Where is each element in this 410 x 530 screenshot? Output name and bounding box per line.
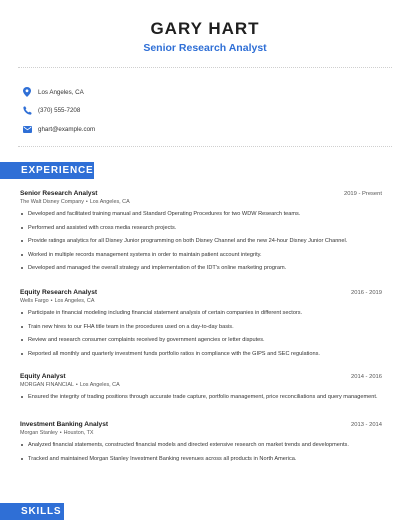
divider bbox=[18, 67, 392, 68]
job-bullets bbox=[20, 210, 382, 272]
list-item: Worked in multiple records management systems in order to maintain patient account integrity. bbox=[20, 251, 382, 259]
job-entry bbox=[20, 421, 382, 468]
job-title: Equity Analyst bbox=[20, 373, 66, 380]
job-company: Morgan Stanley bbox=[20, 430, 58, 436]
resume-header bbox=[0, 0, 410, 55]
section-skills-heading: SKILLS bbox=[0, 503, 64, 520]
list-item: Review and research consumer complaints received by government agencies or letter disputes. bbox=[20, 336, 382, 344]
job-bullets bbox=[20, 309, 382, 358]
list-item: Analyzed financial statements, constructed financial models and directed extensive research on market trends and developments. bbox=[20, 441, 382, 449]
job-company-line: Wells Fargo • Los Angeles, CA bbox=[20, 298, 95, 304]
job-location: Los Angeles, CA bbox=[89, 199, 130, 205]
job-bullets bbox=[20, 441, 382, 463]
job-location: Houston, TX bbox=[63, 430, 94, 436]
list-item: Participate in financial modeling including financial statement analysis of certain companies in different sectors. bbox=[20, 309, 382, 317]
job-dates: 2016 - 2019 bbox=[351, 290, 382, 296]
map-pin-icon bbox=[22, 87, 32, 97]
job-company: The Walt Disney Company bbox=[20, 199, 84, 205]
list-item: Tracked and maintained Morgan Stanley Investment Banking revenues across all products in North America. bbox=[20, 455, 382, 463]
list-item: Developed and managed the overall strategy and implementation of the IDT's online marketing program. bbox=[20, 264, 382, 272]
list-item: Train new hires to our FHA title team in the procedures used on a day-to-day basis. bbox=[20, 323, 382, 331]
job-company: Wells Fargo bbox=[20, 298, 49, 304]
email-text: ghart@example.com bbox=[38, 125, 96, 133]
job-title: Investment Banking Analyst bbox=[20, 421, 109, 428]
list-item: Provide ratings analytics for all Disney Junior programming on both Disney Channel and the new 24-hour Disney Junior Channel. bbox=[20, 237, 382, 245]
job-location: Los Angeles, CA bbox=[79, 382, 120, 388]
candidate-title: Senior Research Analyst bbox=[143, 42, 267, 54]
job-company-line: The Walt Disney Company • Los Angeles, CA bbox=[20, 199, 130, 205]
job-dates: 2019 - Present bbox=[343, 191, 382, 197]
job-dates: 2013 - 2014 bbox=[351, 422, 382, 428]
job-location: Los Angeles, CA bbox=[54, 298, 95, 304]
list-item: Developed and facilitated training manual and Standard Operating Procedures for two WDW Research teams. bbox=[20, 210, 382, 218]
job-title: Equity Research Analyst bbox=[20, 289, 98, 296]
list-item: Performed and assisted with cross media research projects. bbox=[20, 224, 382, 232]
job-entry bbox=[20, 190, 382, 278]
list-item: Ensured the integrity of trading positions through accurate trade capture, portfolio management, price reconciliations and query management. bbox=[20, 393, 382, 401]
job-entry bbox=[20, 289, 382, 363]
contact-email bbox=[22, 120, 95, 138]
contact-location bbox=[22, 83, 95, 101]
job-dates: 2014 - 2016 bbox=[351, 374, 382, 380]
job-company: MORGAN FINANCIAL bbox=[20, 382, 74, 388]
job-company-line: MORGAN FINANCIAL • Los Angeles, CA bbox=[20, 382, 120, 388]
mail-icon bbox=[22, 124, 32, 134]
job-title: Senior Research Analyst bbox=[20, 190, 98, 197]
job-bullets bbox=[20, 393, 382, 401]
divider bbox=[18, 146, 392, 147]
job-entry bbox=[20, 373, 382, 407]
job-company-line: Morgan Stanley • Houston, TX bbox=[20, 430, 94, 436]
contact-phone bbox=[22, 102, 95, 120]
contact-block bbox=[22, 83, 95, 139]
section-experience-heading: EXPERIENCE bbox=[0, 162, 94, 179]
candidate-name: GARY HART bbox=[150, 19, 260, 38]
location-text: Los Angeles, CA bbox=[38, 88, 84, 96]
list-item: Reported all monthly and quarterly investment funds portfolio ratios in compliance with the GIPS and SEC regulations. bbox=[20, 350, 382, 358]
phone-text: (370) 555-7208 bbox=[38, 107, 81, 114]
phone-icon bbox=[22, 106, 32, 116]
